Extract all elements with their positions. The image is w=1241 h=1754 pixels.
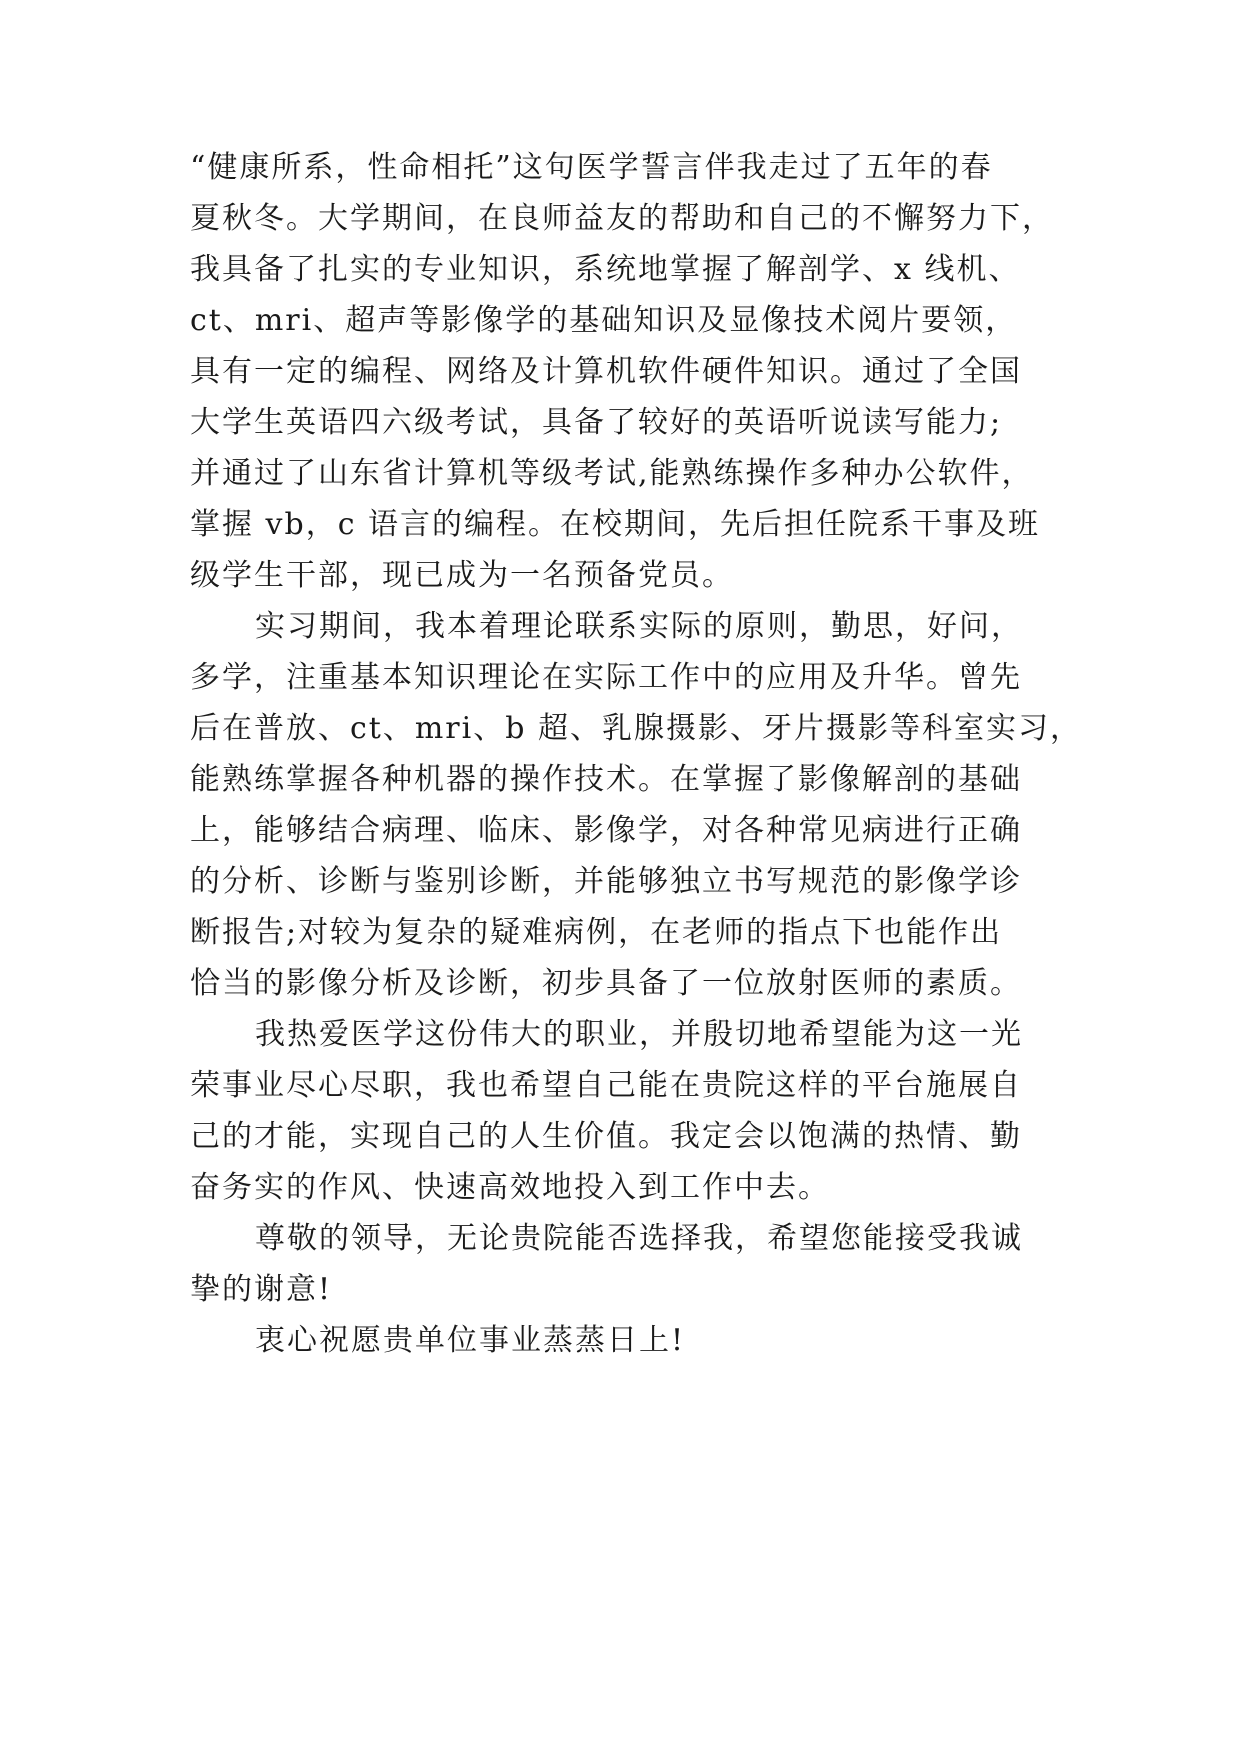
- text-line: 恰当的影像分析及诊断，初步具备了一位放射医师的素质。: [190, 966, 1022, 1001]
- text-line: “健康所系，性命相托”这句医学誓言伴我走过了五年的春: [190, 150, 993, 185]
- text-line: 上，能够结合病理、临床、影像学，对各种常见病进行正确: [190, 813, 1022, 848]
- text-line: 荣事业尽心尽职，我也希望自己能在贵院这样的平台施展自: [190, 1068, 1022, 1103]
- text-line: 能熟练掌握各种机器的操作技术。在掌握了影像解剖的基础: [190, 762, 1022, 797]
- text-line: 衷心祝愿贵单位事业蒸蒸日上!: [255, 1323, 686, 1358]
- text-line: 并通过了山东省计算机等级考试,能熟练操作多种办公软件，: [190, 456, 1034, 491]
- text-line: 奋务实的作风、快速高效地投入到工作中去。: [190, 1170, 830, 1205]
- text-line: 多学，注重基本知识理论在实际工作中的应用及升华。曾先: [190, 660, 1022, 695]
- text-line: 己的才能，实现自己的人生价值。我定会以饱满的热情、勤: [190, 1119, 1022, 1154]
- text-line: 挚的谢意!: [190, 1272, 333, 1307]
- text-line: 的分析、诊断与鉴别诊断，并能够独立书写规范的影像学诊: [190, 864, 1022, 899]
- text-line: 后在普放、ct、mri、b 超、乳腺摄影、牙片摄影等科室实习，: [190, 711, 1082, 746]
- text-line: 级学生干部，现已成为一名预备党员。: [190, 558, 734, 593]
- text-line: 大学生英语四六级考试，具备了较好的英语听说读写能力;: [190, 405, 1003, 440]
- text-line: 掌握 vb，c 语言的编程。在校期间，先后担任院系干事及班: [190, 507, 1041, 542]
- text-line: 具有一定的编程、网络及计算机软件硬件知识。通过了全国: [190, 354, 1022, 389]
- text-line: 尊敬的领导，无论贵院能否选择我，希望您能接受我诚: [255, 1221, 1023, 1256]
- text-line: 我热爱医学这份伟大的职业，并殷切地希望能为这一光: [255, 1017, 1023, 1052]
- text-line: 我具备了扎实的专业知识，系统地掌握了解剖学、x 线机、: [190, 252, 1021, 287]
- text-line: 断报告;对较为复杂的疑难病例，在老师的指点下也能作出: [190, 915, 1003, 950]
- text-line: 夏秋冬。大学期间，在良师益友的帮助和自己的不懈努力下，: [190, 201, 1054, 236]
- text-line: ct、mri、超声等影像学的基础知识及显像技术阅片要领，: [190, 303, 1018, 338]
- text-line: 实习期间，我本着理论联系实际的原则，勤思，好问，: [255, 609, 1023, 644]
